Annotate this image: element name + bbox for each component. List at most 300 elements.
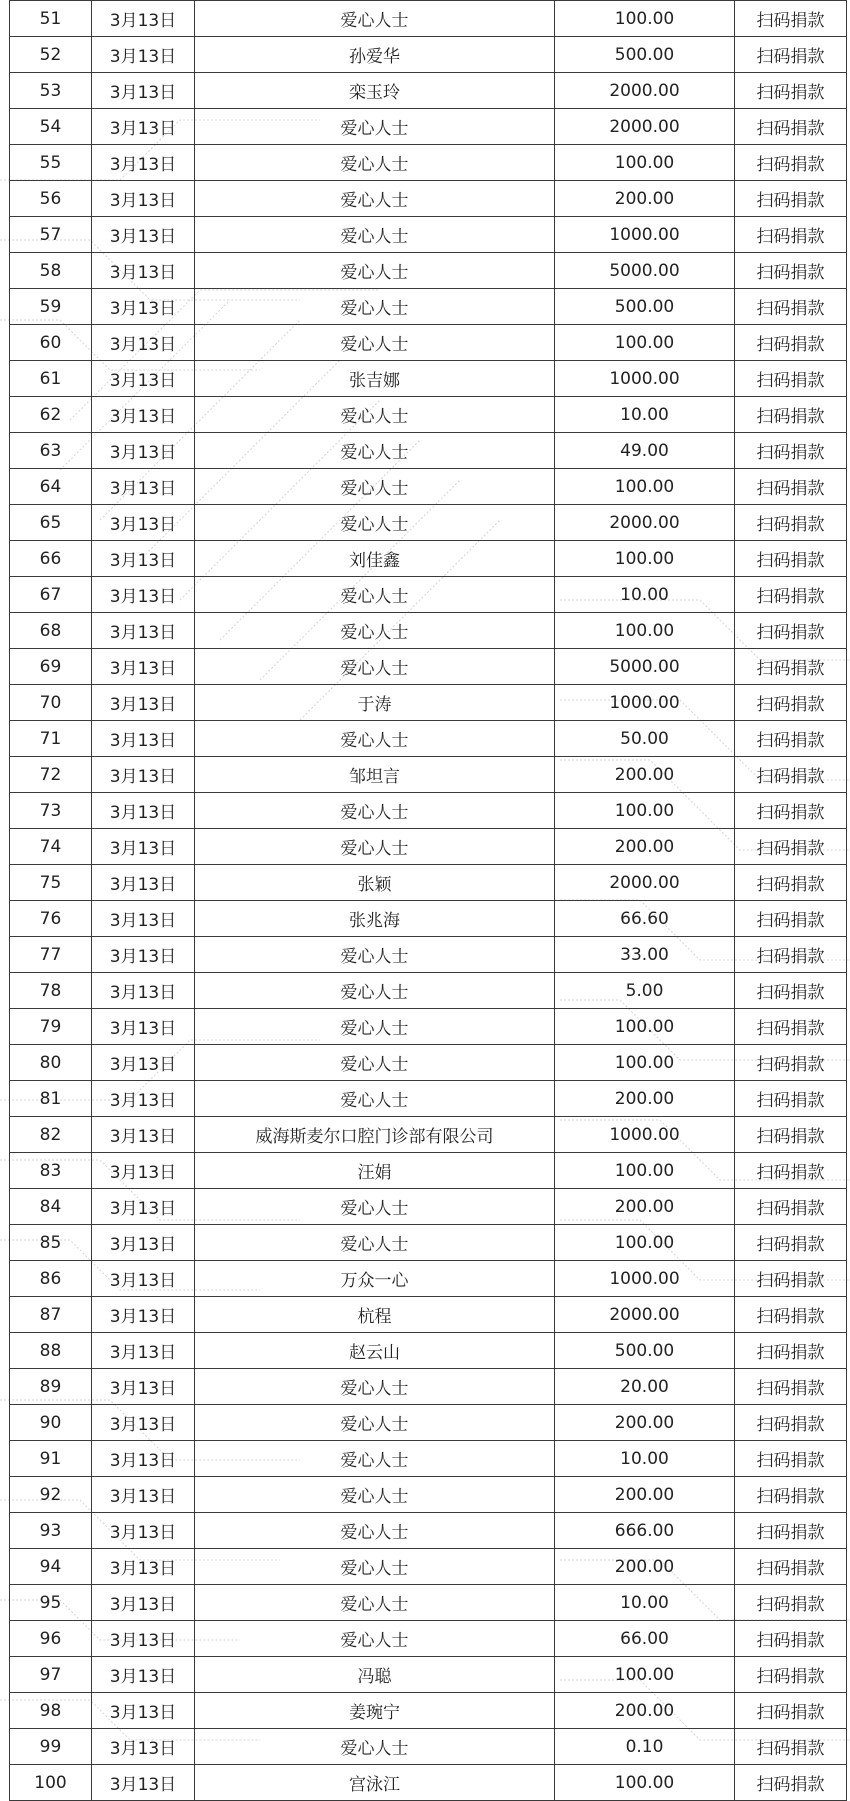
- donation-table: [9, 0, 847, 1801]
- cell-date: 3月13日: [92, 73, 195, 109]
- cell-donation-method: 扫码捐款: [735, 1405, 847, 1441]
- cell-donor-name: 爱心人士: [195, 325, 555, 361]
- table-row: [10, 145, 847, 181]
- cell-number: 79: [10, 1009, 92, 1045]
- cell-date: 3月13日: [92, 1549, 195, 1585]
- cell-donation-method: 扫码捐款: [735, 1621, 847, 1657]
- table-row: [10, 1189, 847, 1225]
- cell-number: 99: [10, 1729, 92, 1765]
- cell-number: 75: [10, 865, 92, 901]
- cell-donor-name: 姜琬宁: [195, 1693, 555, 1729]
- cell-amount: 200.00: [555, 1693, 735, 1729]
- cell-amount: 666.00: [555, 1513, 735, 1549]
- cell-donation-method: 扫码捐款: [735, 829, 847, 865]
- cell-number: 67: [10, 577, 92, 613]
- cell-number: 53: [10, 73, 92, 109]
- table-row: [10, 253, 847, 289]
- cell-amount: 10.00: [555, 1585, 735, 1621]
- cell-donor-name: 爱心人士: [195, 793, 555, 829]
- cell-amount: 200.00: [555, 1405, 735, 1441]
- cell-donor-name: 爱心人士: [195, 433, 555, 469]
- cell-donor-name: 汪娟: [195, 1153, 555, 1189]
- table-row: [10, 937, 847, 973]
- cell-date: 3月13日: [92, 1765, 195, 1801]
- cell-amount: 100.00: [555, 469, 735, 505]
- table-row: [10, 1081, 847, 1117]
- cell-date: 3月13日: [92, 1333, 195, 1369]
- cell-donation-method: 扫码捐款: [735, 1729, 847, 1765]
- cell-number: 87: [10, 1297, 92, 1333]
- cell-donor-name: 爱心人士: [195, 217, 555, 253]
- cell-donor-name: 杭程: [195, 1297, 555, 1333]
- cell-number: 70: [10, 685, 92, 721]
- cell-donor-name: 张颖: [195, 865, 555, 901]
- table-row: [10, 469, 847, 505]
- cell-donor-name: 爱心人士: [195, 1189, 555, 1225]
- cell-donor-name: 爱心人士: [195, 1621, 555, 1657]
- cell-date: 3月13日: [92, 1045, 195, 1081]
- cell-donation-method: 扫码捐款: [735, 973, 847, 1009]
- donation-table-body: [10, 1, 847, 1801]
- cell-amount: 66.60: [555, 901, 735, 937]
- table-row: [10, 865, 847, 901]
- cell-donor-name: 爱心人士: [195, 1081, 555, 1117]
- table-row: [10, 1765, 847, 1801]
- cell-amount: 100.00: [555, 793, 735, 829]
- table-row: [10, 1261, 847, 1297]
- table-row: [10, 1009, 847, 1045]
- cell-amount: 200.00: [555, 1189, 735, 1225]
- cell-donation-method: 扫码捐款: [735, 1513, 847, 1549]
- cell-date: 3月13日: [92, 721, 195, 757]
- cell-date: 3月13日: [92, 37, 195, 73]
- cell-donor-name: 孙爱华: [195, 37, 555, 73]
- cell-date: 3月13日: [92, 1261, 195, 1297]
- cell-date: 3月13日: [92, 1189, 195, 1225]
- cell-donation-method: 扫码捐款: [735, 649, 847, 685]
- cell-date: 3月13日: [92, 361, 195, 397]
- cell-amount: 0.10: [555, 1729, 735, 1765]
- cell-date: 3月13日: [92, 1621, 195, 1657]
- cell-date: 3月13日: [92, 685, 195, 721]
- table-row: [10, 649, 847, 685]
- cell-donor-name: 爱心人士: [195, 1405, 555, 1441]
- cell-donation-method: 扫码捐款: [735, 1477, 847, 1513]
- cell-number: 90: [10, 1405, 92, 1441]
- cell-number: 80: [10, 1045, 92, 1081]
- cell-donor-name: 冯聪: [195, 1657, 555, 1693]
- cell-date: 3月13日: [92, 541, 195, 577]
- cell-number: 73: [10, 793, 92, 829]
- cell-donor-name: 爱心人士: [195, 397, 555, 433]
- cell-number: 69: [10, 649, 92, 685]
- cell-amount: 2000.00: [555, 505, 735, 541]
- cell-number: 95: [10, 1585, 92, 1621]
- cell-date: 3月13日: [92, 793, 195, 829]
- cell-number: 94: [10, 1549, 92, 1585]
- cell-donation-method: 扫码捐款: [735, 1585, 847, 1621]
- cell-date: 3月13日: [92, 649, 195, 685]
- cell-number: 93: [10, 1513, 92, 1549]
- cell-amount: 10.00: [555, 397, 735, 433]
- cell-number: 57: [10, 217, 92, 253]
- cell-number: 86: [10, 1261, 92, 1297]
- cell-amount: 10.00: [555, 577, 735, 613]
- cell-donation-method: 扫码捐款: [735, 217, 847, 253]
- cell-number: 92: [10, 1477, 92, 1513]
- table-row: [10, 1441, 847, 1477]
- cell-amount: 5.00: [555, 973, 735, 1009]
- table-row: [10, 1333, 847, 1369]
- table-row: [10, 541, 847, 577]
- cell-donation-method: 扫码捐款: [735, 1261, 847, 1297]
- cell-donor-name: 爱心人士: [195, 577, 555, 613]
- cell-amount: 200.00: [555, 757, 735, 793]
- table-row: [10, 505, 847, 541]
- cell-donation-method: 扫码捐款: [735, 1, 847, 37]
- table-row: [10, 1621, 847, 1657]
- table-row: [10, 721, 847, 757]
- cell-donor-name: 爱心人士: [195, 1477, 555, 1513]
- cell-donor-name: 爱心人士: [195, 1225, 555, 1261]
- cell-date: 3月13日: [92, 757, 195, 793]
- cell-donor-name: 威海斯麦尔口腔门诊部有限公司: [195, 1117, 555, 1153]
- table-row: [10, 613, 847, 649]
- table-row: [10, 793, 847, 829]
- cell-donation-method: 扫码捐款: [735, 469, 847, 505]
- cell-donation-method: 扫码捐款: [735, 613, 847, 649]
- cell-date: 3月13日: [92, 1729, 195, 1765]
- table-row: [10, 1693, 847, 1729]
- cell-donor-name: 爱心人士: [195, 973, 555, 1009]
- cell-number: 54: [10, 109, 92, 145]
- cell-donation-method: 扫码捐款: [735, 1765, 847, 1801]
- cell-donor-name: 邹坦言: [195, 757, 555, 793]
- cell-donation-method: 扫码捐款: [735, 541, 847, 577]
- cell-number: 66: [10, 541, 92, 577]
- cell-donation-method: 扫码捐款: [735, 1657, 847, 1693]
- cell-amount: 100.00: [555, 1153, 735, 1189]
- cell-amount: 49.00: [555, 433, 735, 469]
- table-row: [10, 397, 847, 433]
- cell-amount: 1000.00: [555, 1261, 735, 1297]
- cell-donation-method: 扫码捐款: [735, 1153, 847, 1189]
- table-row: [10, 433, 847, 469]
- cell-amount: 5000.00: [555, 649, 735, 685]
- cell-number: 78: [10, 973, 92, 1009]
- cell-number: 58: [10, 253, 92, 289]
- cell-date: 3月13日: [92, 865, 195, 901]
- cell-donation-method: 扫码捐款: [735, 1369, 847, 1405]
- cell-date: 3月13日: [92, 1405, 195, 1441]
- cell-donor-name: 赵云山: [195, 1333, 555, 1369]
- cell-donation-method: 扫码捐款: [735, 325, 847, 361]
- cell-donation-method: 扫码捐款: [735, 901, 847, 937]
- cell-date: 3月13日: [92, 181, 195, 217]
- table-row: [10, 289, 847, 325]
- cell-amount: 100.00: [555, 1657, 735, 1693]
- table-row: [10, 1045, 847, 1081]
- cell-date: 3月13日: [92, 901, 195, 937]
- cell-date: 3月13日: [92, 1585, 195, 1621]
- cell-donor-name: 爱心人士: [195, 469, 555, 505]
- cell-donor-name: 爱心人士: [195, 1, 555, 37]
- cell-amount: 200.00: [555, 1477, 735, 1513]
- cell-donor-name: 爱心人士: [195, 145, 555, 181]
- cell-date: 3月13日: [92, 1369, 195, 1405]
- cell-amount: 1000.00: [555, 217, 735, 253]
- cell-date: 3月13日: [92, 217, 195, 253]
- cell-amount: 200.00: [555, 1081, 735, 1117]
- cell-donor-name: 刘佳鑫: [195, 541, 555, 577]
- cell-donor-name: 爱心人士: [195, 1549, 555, 1585]
- cell-date: 3月13日: [92, 397, 195, 433]
- table-row: [10, 325, 847, 361]
- cell-donation-method: 扫码捐款: [735, 577, 847, 613]
- cell-donation-method: 扫码捐款: [735, 73, 847, 109]
- cell-number: 77: [10, 937, 92, 973]
- cell-donation-method: 扫码捐款: [735, 1225, 847, 1261]
- cell-amount: 20.00: [555, 1369, 735, 1405]
- cell-number: 84: [10, 1189, 92, 1225]
- table-row: [10, 1585, 847, 1621]
- cell-number: 85: [10, 1225, 92, 1261]
- cell-amount: 500.00: [555, 1333, 735, 1369]
- cell-date: 3月13日: [92, 577, 195, 613]
- table-row: [10, 1, 847, 37]
- table-row: [10, 361, 847, 397]
- cell-date: 3月13日: [92, 145, 195, 181]
- cell-date: 3月13日: [92, 1081, 195, 1117]
- cell-number: 56: [10, 181, 92, 217]
- cell-date: 3月13日: [92, 1117, 195, 1153]
- cell-number: 89: [10, 1369, 92, 1405]
- cell-donation-method: 扫码捐款: [735, 721, 847, 757]
- cell-donation-method: 扫码捐款: [735, 505, 847, 541]
- table-row: [10, 1549, 847, 1585]
- cell-amount: 5000.00: [555, 253, 735, 289]
- cell-date: 3月13日: [92, 109, 195, 145]
- table-row: [10, 829, 847, 865]
- table-row: [10, 973, 847, 1009]
- cell-amount: 66.00: [555, 1621, 735, 1657]
- cell-donation-method: 扫码捐款: [735, 145, 847, 181]
- cell-donor-name: 爱心人士: [195, 1369, 555, 1405]
- cell-donation-method: 扫码捐款: [735, 1009, 847, 1045]
- cell-donor-name: 爱心人士: [195, 937, 555, 973]
- cell-donation-method: 扫码捐款: [735, 361, 847, 397]
- cell-donation-method: 扫码捐款: [735, 109, 847, 145]
- cell-amount: 50.00: [555, 721, 735, 757]
- cell-donor-name: 张兆海: [195, 901, 555, 937]
- cell-amount: 200.00: [555, 181, 735, 217]
- cell-donor-name: 爱心人士: [195, 829, 555, 865]
- cell-donor-name: 爱心人士: [195, 289, 555, 325]
- cell-donor-name: 爱心人士: [195, 613, 555, 649]
- table-row: [10, 1225, 847, 1261]
- cell-amount: 100.00: [555, 1, 735, 37]
- cell-amount: 2000.00: [555, 1297, 735, 1333]
- cell-number: 97: [10, 1657, 92, 1693]
- cell-date: 3月13日: [92, 505, 195, 541]
- cell-amount: 10.00: [555, 1441, 735, 1477]
- cell-amount: 2000.00: [555, 73, 735, 109]
- cell-number: 83: [10, 1153, 92, 1189]
- cell-date: 3月13日: [92, 1153, 195, 1189]
- cell-donor-name: 爱心人士: [195, 253, 555, 289]
- table-row: [10, 757, 847, 793]
- cell-amount: 33.00: [555, 937, 735, 973]
- cell-donation-method: 扫码捐款: [735, 289, 847, 325]
- cell-number: 96: [10, 1621, 92, 1657]
- cell-donation-method: 扫码捐款: [735, 1549, 847, 1585]
- cell-donor-name: 爱心人士: [195, 1009, 555, 1045]
- cell-donation-method: 扫码捐款: [735, 1297, 847, 1333]
- cell-amount: 2000.00: [555, 865, 735, 901]
- cell-date: 3月13日: [92, 1513, 195, 1549]
- cell-date: 3月13日: [92, 433, 195, 469]
- cell-amount: 200.00: [555, 1549, 735, 1585]
- cell-donor-name: 宫泳江: [195, 1765, 555, 1801]
- table-row: [10, 37, 847, 73]
- cell-donation-method: 扫码捐款: [735, 757, 847, 793]
- cell-donation-method: 扫码捐款: [735, 181, 847, 217]
- cell-date: 3月13日: [92, 1297, 195, 1333]
- table-row: [10, 1297, 847, 1333]
- cell-amount: 1000.00: [555, 685, 735, 721]
- table-row: [10, 1405, 847, 1441]
- cell-number: 59: [10, 289, 92, 325]
- cell-amount: 2000.00: [555, 109, 735, 145]
- cell-number: 52: [10, 37, 92, 73]
- cell-number: 82: [10, 1117, 92, 1153]
- cell-date: 3月13日: [92, 289, 195, 325]
- cell-number: 65: [10, 505, 92, 541]
- table-row: [10, 1477, 847, 1513]
- cell-amount: 1000.00: [555, 1117, 735, 1153]
- cell-number: 51: [10, 1, 92, 37]
- cell-amount: 100.00: [555, 1045, 735, 1081]
- table-row: [10, 901, 847, 937]
- table-row: [10, 1369, 847, 1405]
- cell-number: 91: [10, 1441, 92, 1477]
- table-row: [10, 73, 847, 109]
- table-row: [10, 109, 847, 145]
- cell-number: 64: [10, 469, 92, 505]
- cell-donation-method: 扫码捐款: [735, 1693, 847, 1729]
- cell-number: 98: [10, 1693, 92, 1729]
- cell-donation-method: 扫码捐款: [735, 1081, 847, 1117]
- table-row: [10, 181, 847, 217]
- cell-donation-method: 扫码捐款: [735, 397, 847, 433]
- cell-amount: 100.00: [555, 613, 735, 649]
- cell-date: 3月13日: [92, 937, 195, 973]
- cell-number: 88: [10, 1333, 92, 1369]
- cell-date: 3月13日: [92, 1477, 195, 1513]
- cell-amount: 100.00: [555, 145, 735, 181]
- cell-donor-name: 张吉娜: [195, 361, 555, 397]
- table-row: [10, 1153, 847, 1189]
- cell-donation-method: 扫码捐款: [735, 253, 847, 289]
- cell-date: 3月13日: [92, 1441, 195, 1477]
- table-row: [10, 685, 847, 721]
- cell-donor-name: 爱心人士: [195, 505, 555, 541]
- cell-date: 3月13日: [92, 1009, 195, 1045]
- cell-number: 74: [10, 829, 92, 865]
- cell-donor-name: 爱心人士: [195, 109, 555, 145]
- cell-number: 62: [10, 397, 92, 433]
- cell-amount: 100.00: [555, 541, 735, 577]
- cell-date: 3月13日: [92, 973, 195, 1009]
- cell-donation-method: 扫码捐款: [735, 937, 847, 973]
- cell-donation-method: 扫码捐款: [735, 865, 847, 901]
- cell-donation-method: 扫码捐款: [735, 1189, 847, 1225]
- cell-donation-method: 扫码捐款: [735, 433, 847, 469]
- cell-amount: 100.00: [555, 325, 735, 361]
- table-row: [10, 217, 847, 253]
- cell-donor-name: 爱心人士: [195, 1441, 555, 1477]
- cell-amount: 100.00: [555, 1225, 735, 1261]
- cell-donor-name: 爱心人士: [195, 721, 555, 757]
- cell-date: 3月13日: [92, 1693, 195, 1729]
- cell-donation-method: 扫码捐款: [735, 1117, 847, 1153]
- cell-amount: 100.00: [555, 1009, 735, 1045]
- cell-amount: 500.00: [555, 37, 735, 73]
- cell-donor-name: 爱心人士: [195, 1045, 555, 1081]
- cell-number: 71: [10, 721, 92, 757]
- cell-donor-name: 爱心人士: [195, 1729, 555, 1765]
- cell-donation-method: 扫码捐款: [735, 1045, 847, 1081]
- cell-number: 68: [10, 613, 92, 649]
- cell-donor-name: 万众一心: [195, 1261, 555, 1297]
- table-row: [10, 577, 847, 613]
- cell-date: 3月13日: [92, 253, 195, 289]
- cell-date: 3月13日: [92, 829, 195, 865]
- cell-amount: 1000.00: [555, 361, 735, 397]
- cell-donor-name: 于涛: [195, 685, 555, 721]
- cell-donation-method: 扫码捐款: [735, 1441, 847, 1477]
- table-row: [10, 1117, 847, 1153]
- cell-number: 55: [10, 145, 92, 181]
- cell-number: 60: [10, 325, 92, 361]
- cell-amount: 500.00: [555, 289, 735, 325]
- cell-number: 61: [10, 361, 92, 397]
- cell-number: 72: [10, 757, 92, 793]
- cell-amount: 100.00: [555, 1765, 735, 1801]
- cell-donation-method: 扫码捐款: [735, 793, 847, 829]
- cell-donation-method: 扫码捐款: [735, 37, 847, 73]
- cell-donation-method: 扫码捐款: [735, 1333, 847, 1369]
- cell-date: 3月13日: [92, 325, 195, 361]
- cell-number: 76: [10, 901, 92, 937]
- cell-donor-name: 爱心人士: [195, 181, 555, 217]
- cell-donor-name: 栾玉玲: [195, 73, 555, 109]
- cell-number: 100: [10, 1765, 92, 1801]
- cell-donation-method: 扫码捐款: [735, 685, 847, 721]
- cell-donor-name: 爱心人士: [195, 1585, 555, 1621]
- cell-number: 63: [10, 433, 92, 469]
- cell-date: 3月13日: [92, 469, 195, 505]
- cell-date: 3月13日: [92, 1657, 195, 1693]
- cell-donor-name: 爱心人士: [195, 1513, 555, 1549]
- cell-date: 3月13日: [92, 1225, 195, 1261]
- table-row: [10, 1513, 847, 1549]
- cell-date: 3月13日: [92, 1, 195, 37]
- table-row: [10, 1729, 847, 1765]
- table-row: [10, 1657, 847, 1693]
- cell-number: 81: [10, 1081, 92, 1117]
- cell-date: 3月13日: [92, 613, 195, 649]
